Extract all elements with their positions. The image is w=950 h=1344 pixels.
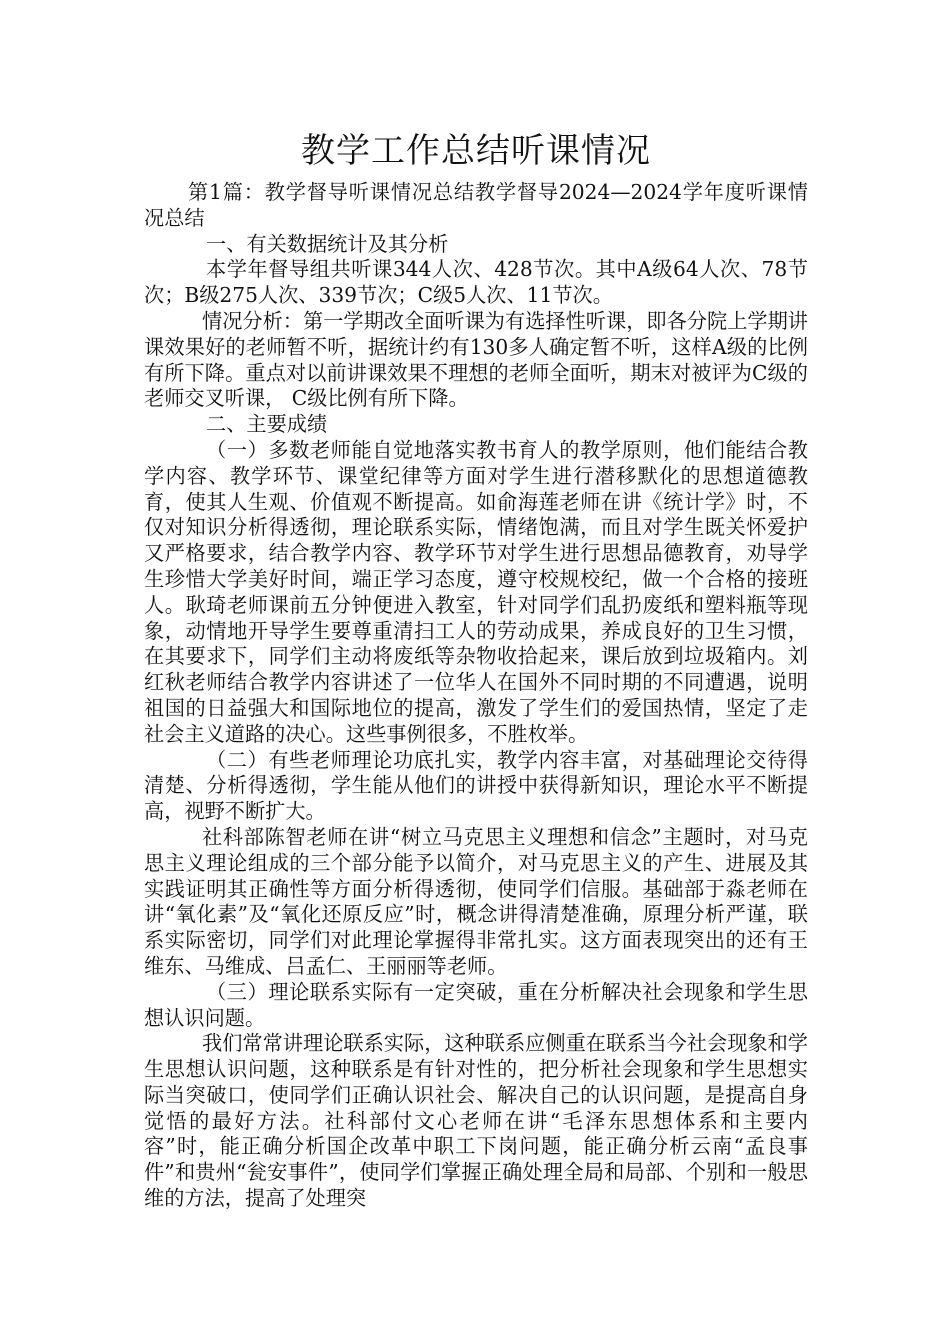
document-page (144, 126, 808, 1212)
heading-statistics: 一、有关数据统计及其分析 (206, 231, 449, 256)
paragraph-achievement-3: （三）理论联系实际有一定突破，重在分析解决社会现象和学生思想认识问题。 (144, 979, 808, 1030)
paragraph-examples-3: 我们常常讲理论联系实际，这种联系应侧重在联系当今社会现象和学生思想认识问题，这种联系是有针对性的，把分析社会现象和学生思想实际当突破口，使同学们正确认识社会、解决自己的认识问题，是提高自身觉悟的最好方法。社科部付文心老师在讲“毛泽东思想体系和主要内容”时，能正确分析国企改革中职工下岗问题，能正确分析云南“孟良事件”和贵州“瓮安事件”，使同学们掌握正确处理全局和局部、个别和一般思维的方法，提高了处理突 (144, 1031, 808, 1211)
paragraph-statistics: 本学年督导组共听课344人次、428节次。其中A级64人次、78节次；B级275人次、339节次；C级5人次、11节次。 (144, 257, 808, 308)
paragraph-achievement-1: （一）多数老师能自觉地落实教书育人的教学原则，他们能结合教学内容、教学环节、课堂纪律等方面对学生进行潜移默化的思想道德教育，使其人生观、价值观不断提高。如俞海莲老师在讲《统计学》时，不仅对知识分析得透彻，理论联系实际，情绪饱满，而且对学生既关怀爱护又严格要求，结合教学内容、教学环节对学生进行思想品德教育，劝导学生珍惜大学美好时间，端正学习态度，遵守校规校纪，做一个合格的接班人。耿琦老师课前五分钟便进入教室，针对同学们乱扔废纸和塑料瓶等现象，动情地开导学生要尊重清扫工人的劳动成果，养成良好的卫生习惯，在其要求下，同学们主动将废纸等杂物收拾起来，课后放到垃圾箱内。刘红秋老师结合教学内容讲述了一位华人在国外不同时期的不同遭遇，说明祖国的日益强大和国际地位的提高，激发了学生们的爱国热情，坚定了走社会主义道路的决心。这些事例很多，不胜枚举。 (144, 437, 808, 746)
section-heading-paragraph: 第1篇：教学督导听课情况总结教学督导2024—2024学年度听课情况总结 (144, 180, 808, 230)
heading-achievements: 二、主要成绩 (206, 412, 328, 437)
paragraph-achievement-2: （二）有些老师理论功底扎实，教学内容丰富，对基础理论交待得清楚、分析得透彻，学生能从他们的讲授中获得新知识，理论水平不断提高，视野不断扩大。 (144, 747, 808, 824)
document-title: 教学工作总结听课情况 (301, 131, 651, 171)
paragraph-examples-2: 社科部陈智老师在讲“树立马克思主义理想和信念”主题时，对马克思主义理论组成的三个部分能予以简介，对马克思主义的产生、进展及其实践证明其正确性等方面分析得透彻，使同学们信服。基础部于淼老师在讲“氧化素”及“氧化还原反应”时，概念讲得清楚准确，原理分析严谨，联系实际密切，同学们对此理论掌握得非常扎实。这方面表现突出的还有王维东、马维成、吕孟仁、王丽丽等老师。 (144, 824, 808, 978)
paragraph-analysis: 情况分析：第一学期改全面听课为有选择性听课，即各分院上学期讲课效果好的老师暂不听，据统计约有130多人确定暂不听，这样A级的比例有所下降。重点对以前讲课效果不理想的老师全面听，期末对被评为C级的老师交叉听课， C级比例有所下降。 (144, 308, 808, 411)
